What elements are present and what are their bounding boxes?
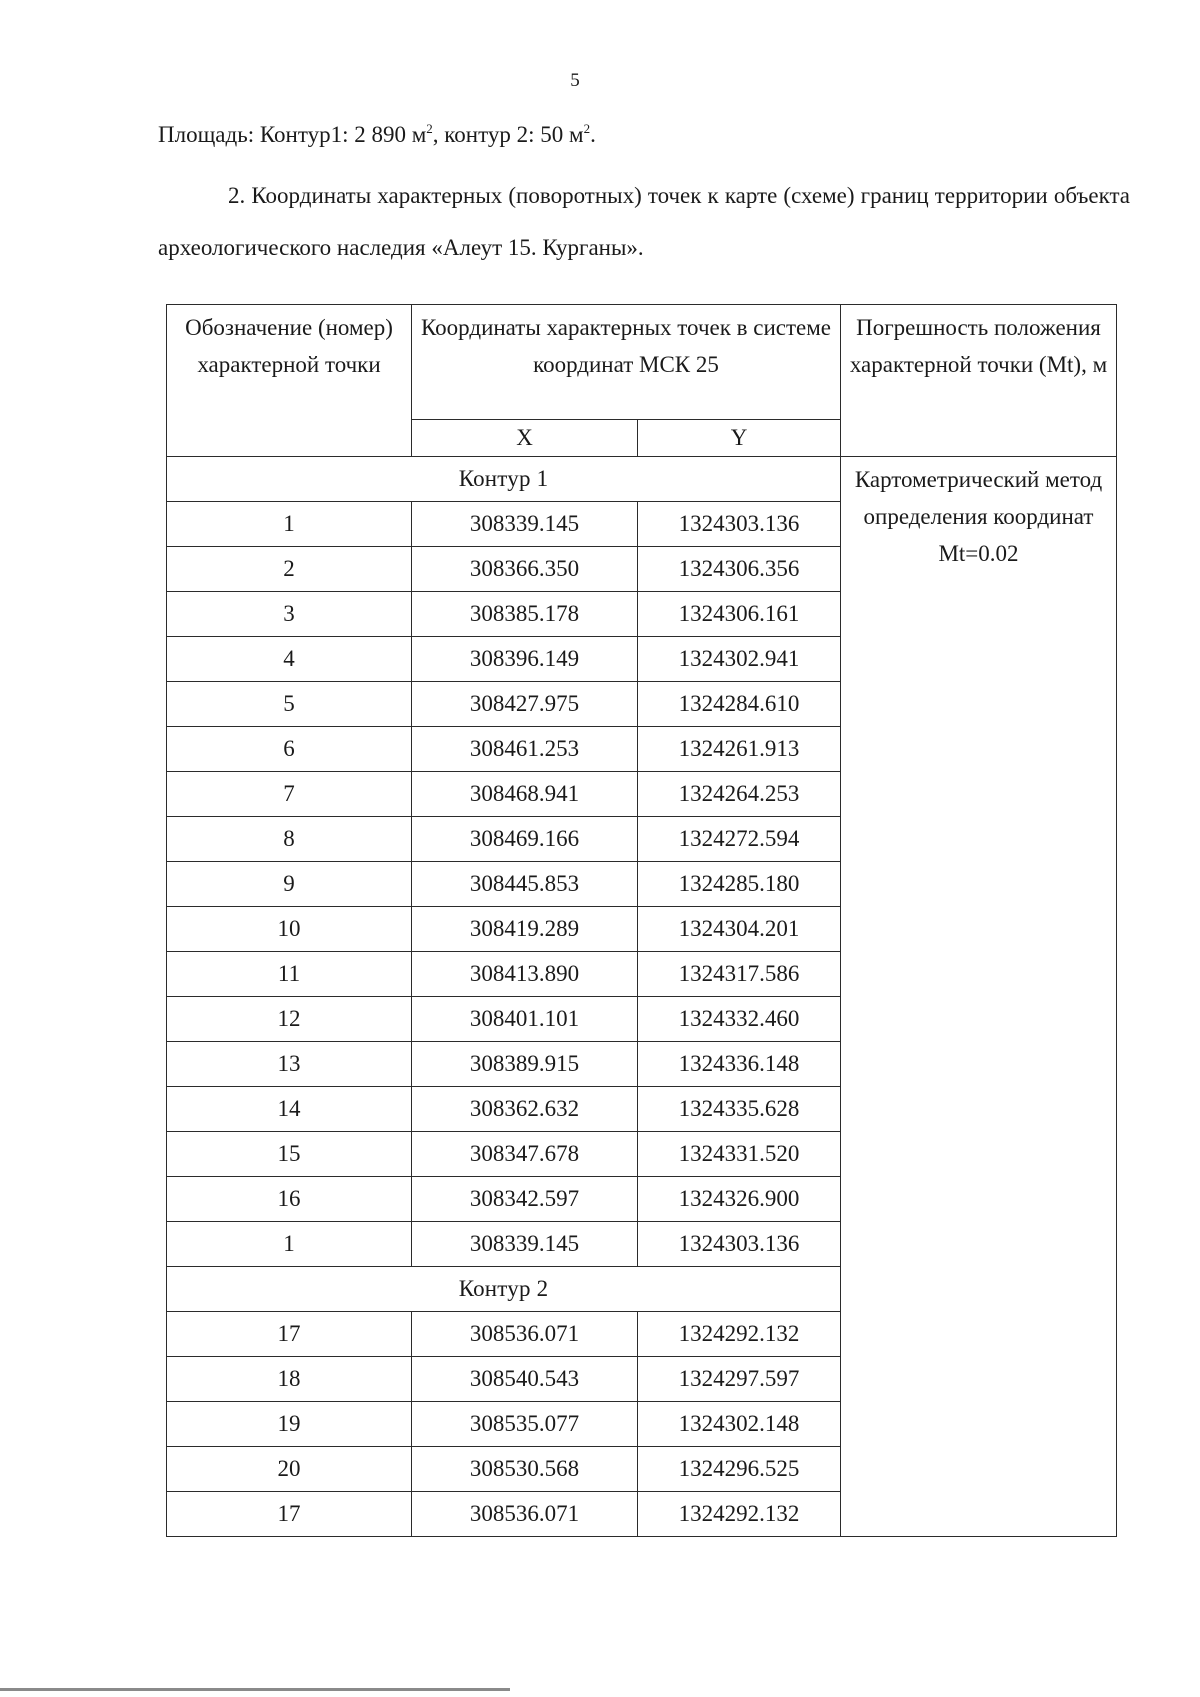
area-text: Площадь: Контур1: 2 890 м xyxy=(158,122,427,147)
area-text-end: . xyxy=(590,122,596,147)
y-coordinate-cell: 1324302.148 xyxy=(638,1402,841,1447)
method-note: Картометрический метод определения координат Mt=0.02 xyxy=(841,457,1117,1537)
coordinates-paragraph: 2. Координаты характерных (поворотных) точек к карте (схеме) границ территории объекта археологического наследия «Алеут 15. Курганы». xyxy=(158,183,1130,260)
y-coordinate-cell: 1324331.520 xyxy=(638,1132,841,1177)
y-coordinate-cell: 1324284.610 xyxy=(638,682,841,727)
point-number-cell: 1 xyxy=(167,1222,412,1267)
point-number-cell: 7 xyxy=(167,772,412,817)
area-line xyxy=(158,122,596,148)
point-number-cell: 16 xyxy=(167,1177,412,1222)
header-x: X xyxy=(412,420,638,457)
footer-rule xyxy=(0,1688,510,1691)
header-y: Y xyxy=(638,420,841,457)
y-coordinate-cell: 1324306.161 xyxy=(638,592,841,637)
x-coordinate-cell: 308468.941 xyxy=(412,772,638,817)
y-coordinate-cell: 1324326.900 xyxy=(638,1177,841,1222)
point-number-cell: 8 xyxy=(167,817,412,862)
y-coordinate-cell: 1324264.253 xyxy=(638,772,841,817)
header-coordinates: Координаты характерных точек в системе координат МСК 25 xyxy=(412,305,841,420)
point-number-cell: 17 xyxy=(167,1312,412,1357)
y-coordinate-cell: 1324332.460 xyxy=(638,997,841,1042)
header-position-error: Погрешность положения характерной точки (Mt), м xyxy=(841,305,1117,457)
y-coordinate-cell: 1324296.525 xyxy=(638,1447,841,1492)
y-coordinate-cell: 1324297.597 xyxy=(638,1357,841,1402)
y-coordinate-cell: 1324336.148 xyxy=(638,1042,841,1087)
x-coordinate-cell: 308469.166 xyxy=(412,817,638,862)
x-coordinate-cell: 308530.568 xyxy=(412,1447,638,1492)
x-coordinate-cell: 308413.890 xyxy=(412,952,638,997)
point-number-cell: 13 xyxy=(167,1042,412,1087)
contour-1-label: Контур 1 xyxy=(167,457,841,502)
contour-2-label: Контур 2 xyxy=(167,1267,841,1312)
point-number-cell: 15 xyxy=(167,1132,412,1177)
point-number-cell: 14 xyxy=(167,1087,412,1132)
y-coordinate-cell: 1324303.136 xyxy=(638,502,841,547)
coordinates-table xyxy=(166,304,1117,1537)
area-text-contour-2: , контур 2: 50 м xyxy=(432,122,584,147)
y-coordinate-cell: 1324335.628 xyxy=(638,1087,841,1132)
x-coordinate-cell: 308401.101 xyxy=(412,997,638,1042)
x-coordinate-cell: 308362.632 xyxy=(412,1087,638,1132)
x-coordinate-cell: 308419.289 xyxy=(412,907,638,952)
point-number-cell: 12 xyxy=(167,997,412,1042)
x-coordinate-cell: 308389.915 xyxy=(412,1042,638,1087)
x-coordinate-cell: 308339.145 xyxy=(412,1222,638,1267)
x-coordinate-cell: 308339.145 xyxy=(412,502,638,547)
point-number-cell: 4 xyxy=(167,637,412,682)
table-body xyxy=(167,457,1117,1537)
header-point-designation: Обозначение (номер) характерной точки xyxy=(167,305,412,457)
x-coordinate-cell: 308461.253 xyxy=(412,727,638,772)
x-coordinate-cell: 308396.149 xyxy=(412,637,638,682)
x-coordinate-cell: 308536.071 xyxy=(412,1492,638,1537)
x-coordinate-cell: 308385.178 xyxy=(412,592,638,637)
point-number-cell: 20 xyxy=(167,1447,412,1492)
x-coordinate-cell: 308445.853 xyxy=(412,862,638,907)
y-coordinate-cell: 1324272.594 xyxy=(638,817,841,862)
x-coordinate-cell: 308535.077 xyxy=(412,1402,638,1447)
point-number-cell: 18 xyxy=(167,1357,412,1402)
point-number-cell: 11 xyxy=(167,952,412,997)
y-coordinate-cell: 1324302.941 xyxy=(638,637,841,682)
y-coordinate-cell: 1324317.586 xyxy=(638,952,841,997)
x-coordinate-cell: 308536.071 xyxy=(412,1312,638,1357)
x-coordinate-cell: 308427.975 xyxy=(412,682,638,727)
point-number-cell: 17 xyxy=(167,1492,412,1537)
point-number-cell: 19 xyxy=(167,1402,412,1447)
area-unit-superscript-2: 2 xyxy=(583,121,591,136)
y-coordinate-cell: 1324303.136 xyxy=(638,1222,841,1267)
point-number-cell: 9 xyxy=(167,862,412,907)
x-coordinate-cell: 308347.678 xyxy=(412,1132,638,1177)
y-coordinate-cell: 1324306.356 xyxy=(638,547,841,592)
y-coordinate-cell: 1324292.132 xyxy=(638,1492,841,1537)
x-coordinate-cell: 308366.350 xyxy=(412,547,638,592)
point-number-cell: 3 xyxy=(167,592,412,637)
y-coordinate-cell: 1324285.180 xyxy=(638,862,841,907)
area-unit-superscript: 2 xyxy=(426,121,433,136)
y-coordinate-cell: 1324261.913 xyxy=(638,727,841,772)
page-number: 5 xyxy=(570,70,580,91)
x-coordinate-cell: 308342.597 xyxy=(412,1177,638,1222)
x-coordinate-cell: 308540.543 xyxy=(412,1357,638,1402)
point-number-cell: 2 xyxy=(167,547,412,592)
point-number-cell: 5 xyxy=(167,682,412,727)
y-coordinate-cell: 1324304.201 xyxy=(638,907,841,952)
y-coordinate-cell: 1324292.132 xyxy=(638,1312,841,1357)
point-number-cell: 10 xyxy=(167,907,412,952)
point-number-cell: 1 xyxy=(167,502,412,547)
point-number-cell: 6 xyxy=(167,727,412,772)
